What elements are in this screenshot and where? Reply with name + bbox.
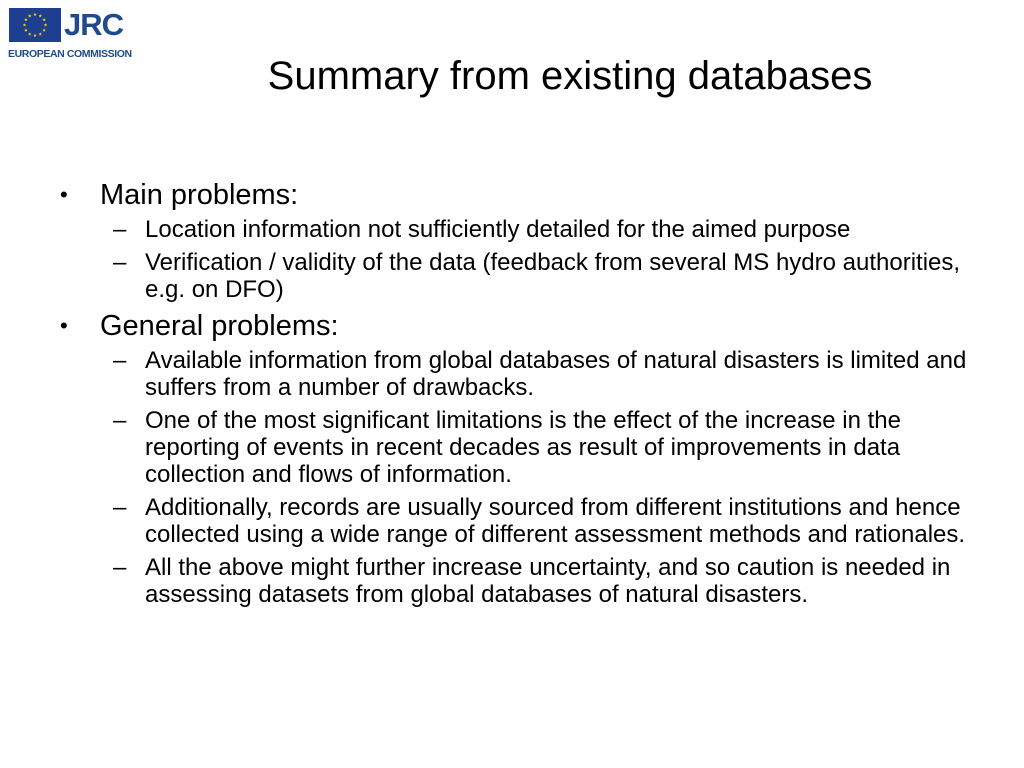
dash-icon: – [113, 347, 127, 374]
bullet-heading: General problems: [100, 310, 339, 342]
sub-bullet [58, 249, 975, 303]
bullet-icon: • [60, 182, 68, 207]
dash-icon: – [113, 216, 127, 243]
eu-flag-icon [9, 8, 61, 42]
bullet-general-problems [58, 309, 978, 343]
slide-title: Summary from existing databases [267, 54, 873, 98]
slide-content [58, 178, 978, 614]
sub-bullet [58, 554, 975, 608]
sub-bullet-text: One of the most significant limitations is the effect of the increase in the reporting of events in recent decades as result of improvements in data collection and flows of information. [145, 407, 901, 488]
sub-bullet-text: Available information from global databases of natural disasters is limited and suffers from a number of drawbacks. [145, 347, 967, 401]
logo-jrc-text: JRC [64, 7, 124, 42]
sub-bullet-text: Additionally, records are usually sourced from different institutions and hence collected using a wide range of different assessment methods and rationales. [145, 494, 966, 548]
sub-bullet [58, 216, 975, 243]
logo-organisation-text: EUROPEAN COMMISSION [8, 48, 132, 60]
jrc-logo [9, 8, 135, 64]
dash-icon: – [113, 249, 127, 276]
dash-icon: – [113, 407, 127, 434]
sub-bullet [58, 407, 975, 488]
sub-bullet [58, 494, 975, 548]
sub-bullet [58, 347, 975, 401]
sub-bullet-text: Location information not sufficiently detailed for the aimed purpose [145, 216, 851, 243]
bullet-heading: Main problems: [100, 179, 299, 211]
bullet-main-problems [58, 178, 978, 212]
dash-icon: – [113, 554, 127, 581]
sub-bullet-text: Verification / validity of the data (feedback from several MS hydro authorities, e.g. on DFO) [145, 249, 961, 303]
sub-bullet-text: All the above might further increase uncertainty, and so caution is needed in assessing datasets from global databases of natural disasters. [145, 554, 951, 608]
bullet-icon: • [60, 313, 68, 338]
dash-icon: – [113, 494, 127, 521]
